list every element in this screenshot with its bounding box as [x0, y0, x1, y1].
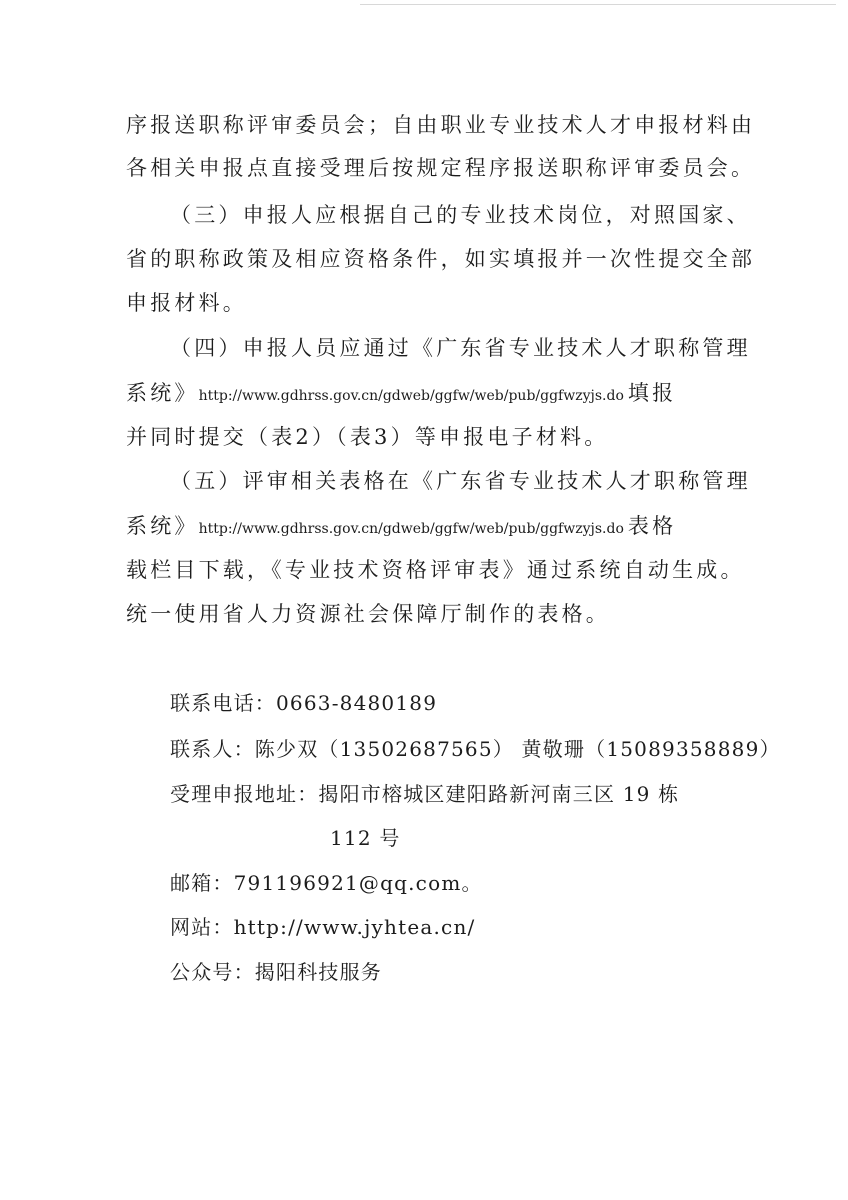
para-5-url-line [126, 511, 676, 544]
para-5-line: （五）评审相关表格在《广东省专业技术人才职称管理 [170, 469, 751, 493]
para-line: 序报送职称评审委员会；自由职业专业技术人才申报材料由 [126, 113, 756, 137]
text-fragment: 系统》 [126, 381, 199, 405]
para-4-url-line [126, 378, 676, 411]
contact-email: 邮箱：791196921@qq.com。 [170, 871, 483, 895]
contact-address: 受理申报地址：揭阳市榕城区建阳路新河南三区 19 栋 [170, 782, 680, 806]
text-fragment: 表格 [627, 514, 677, 538]
text-fragment: 系统》 [126, 514, 199, 538]
para-3-line: 省的职称政策及相应资格条件，如实填报并一次性提交全部 [126, 247, 756, 271]
para-4-line: （四）申报人员应通过《广东省专业技术人才职称管理 [170, 336, 751, 360]
para-3-line: （三）申报人应根据自己的专业技术岗位，对照国家、 [170, 203, 751, 227]
para-3-line: 申报材料。 [126, 291, 247, 315]
system-url-link[interactable]: http://www.gdhrss.gov.cn/gdweb/ggfw/web/pub/ggfwzyjs.do [198, 521, 624, 537]
contact-website: 网站：http://www.jyhtea.cn/ [170, 915, 476, 939]
top-border-line [360, 4, 836, 5]
contact-wechat: 公众号：揭阳科技服务 [170, 960, 382, 984]
contact-phone: 联系电话：0663-8480189 [170, 691, 438, 715]
para-line: 各相关申报点直接受理后按规定程序报送职称评审委员会。 [126, 156, 756, 180]
contact-address-cont: 112 号 [330, 826, 401, 850]
text-fragment: 填报 [627, 381, 677, 405]
contact-persons: 联系人：陈少双（13502687565） 黄敬珊（15089358889） [170, 737, 781, 761]
para-4-line: 并同时提交（表2）（表3）等申报电子材料。 [126, 425, 609, 449]
para-5-line: 载栏目下载，《专业技术资格评审表》通过系统自动生成。 [126, 558, 745, 582]
system-url-link[interactable]: http://www.gdhrss.gov.cn/gdweb/ggfw/web/pub/ggfwzyjs.do [198, 388, 624, 404]
para-5-line: 统一使用省人力资源社会保障厅制作的表格。 [126, 602, 610, 626]
